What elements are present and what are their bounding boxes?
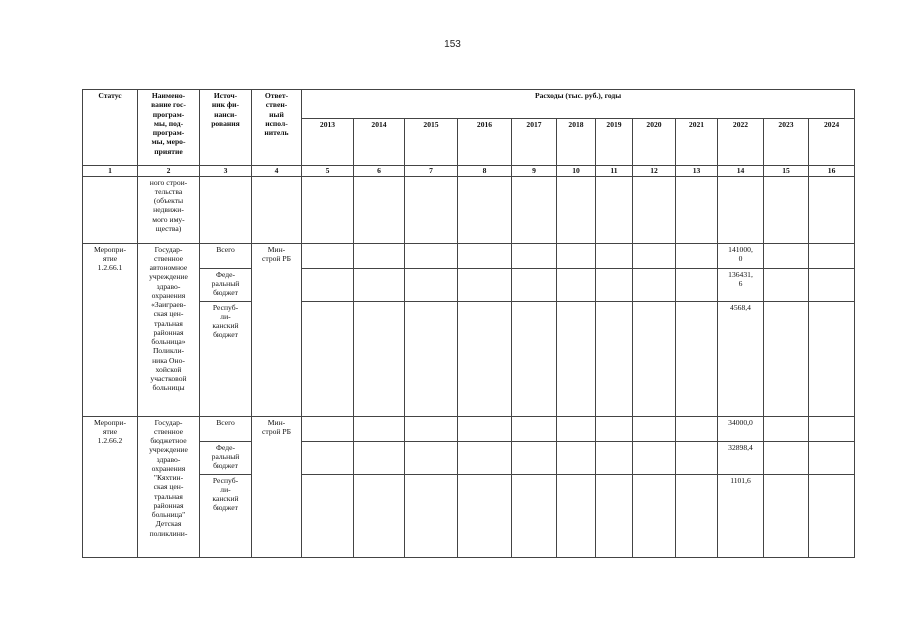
value-2022: 141000, 0	[718, 243, 764, 268]
page-number: 153	[444, 39, 461, 50]
column-number: 11	[596, 166, 633, 177]
column-number: 16	[809, 166, 855, 177]
column-number: 4	[252, 166, 302, 177]
table-row	[83, 416, 855, 441]
value-2022: 32898,4	[718, 441, 764, 474]
header-year: 2013	[302, 119, 354, 166]
header-year: 2021	[676, 119, 718, 166]
continuation-text: ного строи- тельства (объекты недвижи- мого иму- щества)	[138, 176, 200, 243]
header-executor: Ответ- ствен- ный испол- нитель	[252, 90, 302, 166]
header-expenses: Расходы (тыс. руб.), годы	[302, 90, 855, 119]
column-number: 3	[200, 166, 252, 177]
value-2022: 136431, 6	[718, 268, 764, 301]
header-year: 2024	[809, 119, 855, 166]
column-number: 10	[557, 166, 596, 177]
column-number: 15	[764, 166, 809, 177]
column-number: 8	[458, 166, 512, 177]
column-number: 1	[83, 166, 138, 177]
header-year: 2017	[512, 119, 557, 166]
column-number: 6	[354, 166, 405, 177]
table-row	[83, 176, 855, 243]
measure-executor: Мин- строй РБ	[252, 416, 302, 557]
column-number: 7	[405, 166, 458, 177]
funding-source: Феде- ральный бюджет	[200, 441, 252, 474]
value-2022: 1101,6	[718, 474, 764, 557]
header-name: Наимено- вание гос- програм- мы, под- програм- мы, меро- приятие	[138, 90, 200, 166]
column-number: 12	[633, 166, 676, 177]
header-year: 2016	[458, 119, 512, 166]
budget-table	[82, 89, 855, 558]
header-status: Статус	[83, 90, 138, 166]
column-number: 2	[138, 166, 200, 177]
funding-source: Феде- ральный бюджет	[200, 268, 252, 301]
measure-status: Меропри- ятие 1.2.66.2	[83, 416, 138, 557]
table-row	[83, 243, 855, 268]
header-year: 2020	[633, 119, 676, 166]
column-number: 13	[676, 166, 718, 177]
header-year: 2014	[354, 119, 405, 166]
measure-executor: Мин- строй РБ	[252, 243, 302, 416]
header-year: 2023	[764, 119, 809, 166]
measure-name: Государ- ственное бюджетное учреждение здраво- охранения "Кяхтин- ская цен- тральная районная больница" Детская поликлини-	[138, 416, 200, 557]
funding-source: Всего	[200, 243, 252, 268]
header-year: 2022	[718, 119, 764, 166]
value-2022: 4568,4	[718, 301, 764, 416]
funding-source: Респуб- ли- канский бюджет	[200, 301, 252, 416]
column-number: 9	[512, 166, 557, 177]
header-year: 2015	[405, 119, 458, 166]
header-year: 2019	[596, 119, 633, 166]
value-2022: 34000,0	[718, 416, 764, 441]
column-number: 14	[718, 166, 764, 177]
measure-name: Государ- ственное автономное учреждение здраво- охранения «Заиграев- ская цен- тральная районная больница» Поликли- ника Оно- хойской участковой больницы	[138, 243, 200, 416]
header-year: 2018	[557, 119, 596, 166]
header-source: Источ- ник фи- нанси- рования	[200, 90, 252, 166]
funding-source: Всего	[200, 416, 252, 441]
measure-status: Меропри- ятие 1.2.66.1	[83, 243, 138, 416]
funding-source: Респуб- ли- канский бюджет	[200, 474, 252, 557]
column-number: 5	[302, 166, 354, 177]
